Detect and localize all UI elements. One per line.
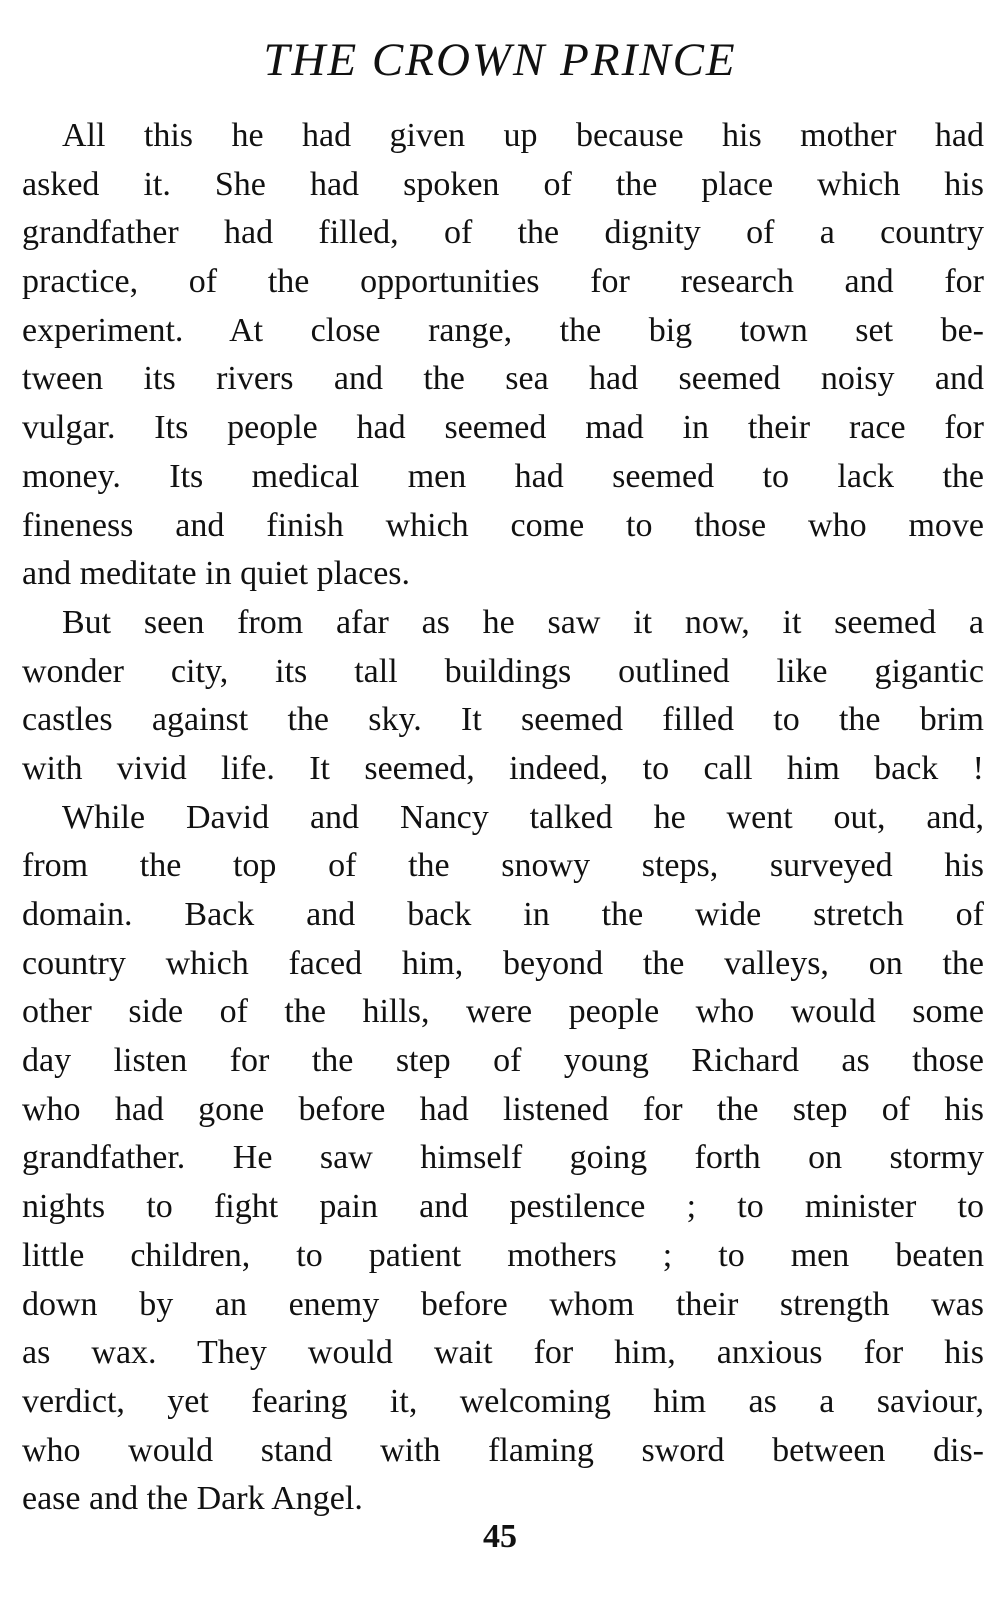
text-line: who had gone before had listened for the step of his — [22, 1090, 984, 1128]
text-line: and meditate in quiet places. — [22, 555, 411, 593]
text-line: as wax. They would wait for him, anxious for his — [22, 1334, 984, 1372]
text-line: down by an enemy before whom their strength was — [22, 1285, 984, 1323]
text-line: with vivid life. It seemed, indeed, to call him back ! — [22, 749, 984, 787]
text-line: practice, of the opportunities for research and for — [22, 263, 984, 301]
text-line: ease and the Dark Angel. — [22, 1480, 363, 1518]
text-line: money. Its medical men had seemed to lack the — [22, 457, 984, 495]
text-line: wonder city, its tall buildings outlined like gigantic — [22, 652, 984, 690]
text-line: experiment. At close range, the big town set be- — [22, 311, 984, 349]
text-line: from the top of the snowy steps, surveyed his — [22, 847, 984, 885]
text-line: tween its rivers and the sea had seemed noisy and — [22, 360, 984, 398]
text-line: All this he had given up because his mother had — [62, 117, 984, 154]
text-line: day listen for the step of young Richard as those — [22, 1042, 984, 1080]
text-line: grandfather had filled, of the dignity of a country — [22, 214, 984, 252]
text-line: But seen from afar as he saw it now, it seemed a — [62, 603, 984, 641]
text-line: other side of the hills, were people who would some — [22, 993, 984, 1031]
text-line: nights to fight pain and pestilence ; to minister to — [22, 1188, 984, 1226]
text-line: While David and Nancy talked he went out, and, — [62, 798, 984, 836]
running-head: THE CROWN PRINCE — [263, 34, 737, 86]
text-line: little children, to patient mothers ; to men beaten — [22, 1236, 984, 1274]
text-line: fineness and finish which come to those who move — [22, 506, 984, 544]
text-line: asked it. She had spoken of the place which his — [22, 165, 984, 203]
text-line: who would stand with flaming sword between dis- — [22, 1431, 984, 1469]
text-line: country which faced him, beyond the valleys, on the — [22, 944, 984, 982]
body-text — [22, 112, 984, 1524]
page-number: 45 — [483, 1518, 517, 1555]
text-line: domain. Back and back in the wide stretch of — [22, 896, 984, 933]
text-line: verdict, yet fearing it, welcoming him as a saviour, — [22, 1382, 984, 1420]
text-line: vulgar. Its people had seemed mad in their race for — [22, 409, 984, 447]
text-line: castles against the sky. It seemed filled to the brim — [22, 701, 984, 739]
text-line: grandfather. He saw himself going forth on stormy — [22, 1139, 984, 1177]
